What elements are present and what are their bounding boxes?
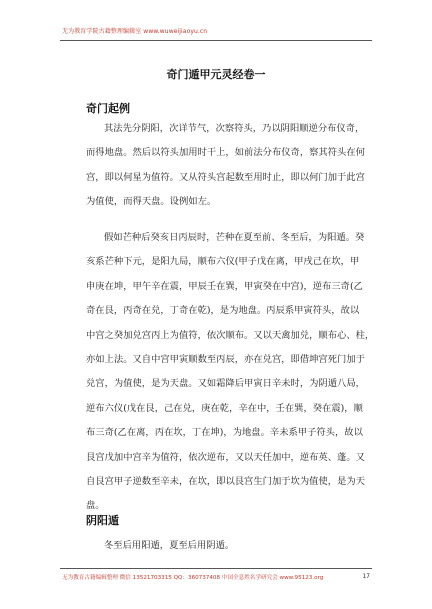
paragraph-line: 其法先分阴阳，次详节气，次察符头，乃以阴阳顺逆分布仪奇，: [104, 123, 365, 134]
paragraph-line: 兑宫，为值使，是为天盘。又如霜降后甲寅日辛未时，为阴遁八局，: [86, 378, 365, 390]
document-title: 奇门遁甲元灵经卷一: [166, 68, 266, 81]
paragraph-line: 亥系芒种下元，是阳九局，顺布六仪(甲子戊在离，甲戌己在坎，甲: [86, 256, 360, 268]
paragraph-line: 宫，即以何星为值符。又从符头宫起数至用时止，即以何门加于此宫: [86, 171, 365, 183]
paragraph-yinyang: [86, 534, 358, 558]
paragraph-line: 布三奇(乙在离，丙在坎，丁在坤)，为地盘。辛未系甲子符头，故以: [86, 427, 363, 439]
paragraph-line: 为值使，而得天盘。设例如左。: [86, 196, 217, 208]
paragraph-line: 而得地盘。然后以符头加用时干上，如前法分布仪奇，察其符头在何: [86, 147, 365, 159]
footer-divider: [60, 568, 372, 569]
paragraph-line: 冬至后用阳遁，夏至后用阴遁。: [104, 540, 235, 551]
paragraph-line: 自艮宫甲子逆数至辛未，在坎，即以艮宫生门加于坎为值使，是为天: [86, 476, 365, 488]
header-divider: [60, 40, 372, 41]
section-heading-yinyang-dun: 阴阳遁: [86, 514, 119, 527]
page-header: 无为教育学院古籍整理编辑室 www.wuweijiaoyu.cn: [62, 28, 208, 35]
section-heading-qimen-qili: 奇门起例: [86, 102, 130, 115]
paragraph-line: 逆布六仪(戊在艮，己在兑，庚在乾，辛在中，壬在巽，癸在震)，顺: [86, 402, 363, 414]
paragraph-line: 中宫之癸加兑宫丙上为值符，依次顺布。又以天禽加兑，顺布心、柱，: [86, 329, 375, 341]
paragraph-line: 盘。: [86, 500, 105, 512]
paragraph-intro: [86, 117, 365, 215]
paragraph-line: 申庚在坤，甲午辛在震，甲辰壬在巽，甲寅癸在中宫)，逆布三奇(乙: [86, 280, 363, 292]
paragraph-line: 亦如上法。又自中宫甲寅顺数至丙辰，亦在兑宫，即借坤宫死门加于: [86, 354, 365, 366]
paragraph-line: 艮宫戊加中宫辛为值符，依次逆布，又以天任加中，逆布英、蓬。又: [86, 451, 365, 463]
page-number: 17: [362, 573, 370, 580]
paragraph-line: 奇在艮，丙奇在兑，丁奇在乾)，是为地盘。丙辰系甲寅符头，故以: [86, 305, 360, 317]
paragraph-line: 假如芒种后癸亥日丙辰时，芒种在夏至前、冬至后，为阳遁。癸: [104, 232, 365, 243]
paragraph-example: [86, 226, 375, 519]
page-footer: 无为教育古籍编辑整理 微信 13521703315 QQ：360737408 中国全息姓名学研究会 www.95123.org: [62, 575, 324, 581]
